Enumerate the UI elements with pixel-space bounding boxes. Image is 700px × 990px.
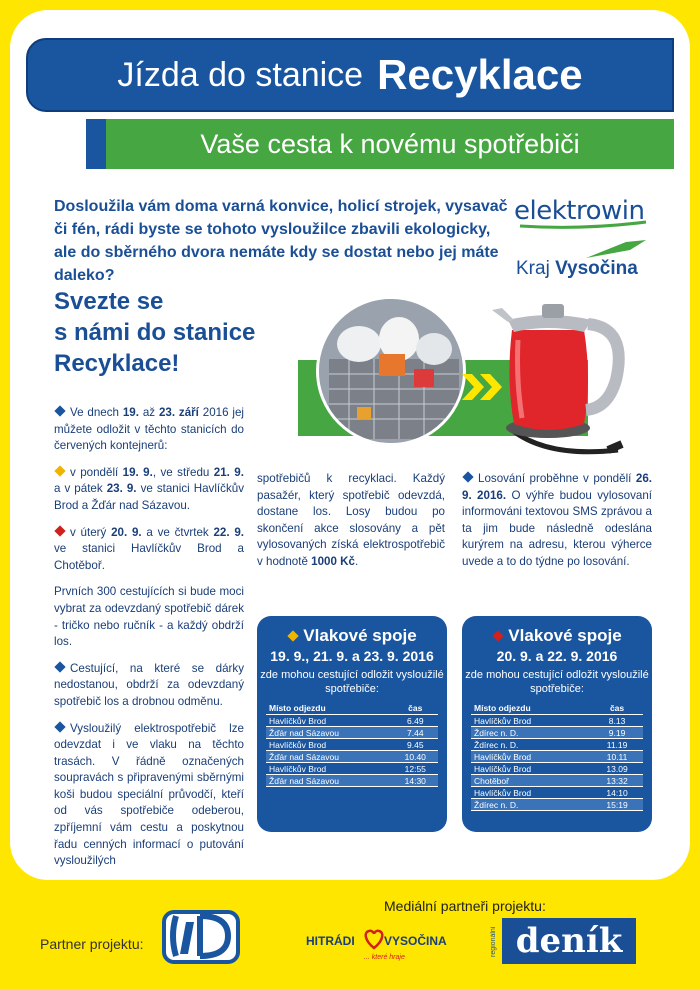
col-place: Místo odjezdu	[266, 702, 393, 715]
denik-side-text: regionální	[490, 926, 497, 958]
paragraph	[54, 405, 244, 455]
timetable-dates: 20. 9. a 22. 9. 2016	[496, 648, 618, 664]
denik-logo	[490, 916, 638, 968]
prize-value: 1000 Kč	[311, 554, 355, 568]
departure-place: Havlíčkův Brod	[471, 763, 591, 775]
table-row	[471, 775, 643, 787]
departure-place: Havlíčkův Brod	[471, 787, 591, 799]
date: 26. 9. 2016.	[462, 472, 652, 502]
headline-line: Recyklace!	[54, 350, 180, 377]
media-partners-label: Mediální partneři projektu:	[384, 898, 546, 914]
paragraph	[54, 721, 244, 870]
kraj-vysocina-logo	[516, 240, 646, 280]
kettle-illustration	[488, 280, 648, 460]
table-row	[471, 763, 643, 775]
departure-place: Žďár nad Sázavou	[266, 775, 393, 787]
text: 2016 jej můžete odložit v těchto stanicích do červených kontejnerů:	[54, 406, 244, 453]
text: ve stanici Havlíčkův Brod a Žďár nad Sázavou.	[54, 482, 244, 512]
diamond-bullet-icon	[54, 525, 65, 536]
hitradi-slogan: ... které hraje	[364, 954, 405, 961]
timetable-title-text: Vlakové spoje	[303, 626, 417, 645]
timetable-2	[462, 616, 652, 832]
text: O výhře budou vylosovaní informováni textovou SMS zprávou a ta jim bude následně odeslána kurýrem na adresu, kterou výherce uvede a to do týdne po losování.	[462, 488, 652, 568]
departure-place: Žďár nad Sázavou	[266, 751, 393, 763]
table-row	[266, 715, 438, 727]
swoosh-icon	[518, 220, 648, 230]
diamond-bullet-icon	[54, 721, 65, 732]
departure-place: Ždírec n. D.	[471, 799, 591, 811]
elektrowin-logo	[514, 190, 654, 232]
diamond-bullet-icon	[493, 630, 504, 641]
recycling-bin-photo	[316, 296, 466, 446]
paragraph	[462, 471, 652, 571]
table-row	[471, 715, 643, 727]
date: 19. 9.	[122, 465, 153, 479]
date: 22. 9.	[213, 525, 245, 539]
departure-place: Havlíčkův Brod	[266, 739, 393, 751]
departure-place: Žďár nad Sázavou	[266, 727, 393, 739]
departure-place: Ždírec n. D.	[471, 739, 591, 751]
text-column-1	[54, 405, 244, 880]
paragraph	[257, 471, 445, 571]
headline	[54, 286, 294, 379]
text: spotřebičů k recyklaci. Každý pasažér, který spotřebič odevzdá, dostane los. Losy budou po skončení akce slosovány a pět vylosovaných získá elektrospotřebič v hodnotě	[257, 472, 445, 568]
table-row	[471, 727, 643, 739]
kraj-arrows-icon	[586, 240, 646, 258]
text: a ve čtvrtek	[141, 525, 214, 539]
denik-text: deník	[502, 918, 636, 964]
text: Losování proběhne v pondělí	[478, 472, 636, 485]
paragraph	[54, 465, 244, 515]
cd-logo-icon	[162, 910, 240, 964]
diamond-bullet-icon	[54, 405, 65, 416]
departure-time: 13.09	[591, 763, 643, 775]
elektrowin-logo-text: elektrowin	[514, 196, 645, 226]
date: 23. září	[158, 406, 199, 419]
timetable-subtitle: zde mohou cestující odložit vysloužilé spotřebiče:	[260, 669, 444, 695]
kraj-name: Vysočina	[555, 258, 638, 279]
col-time: čas	[591, 702, 643, 715]
timetable-table	[471, 702, 643, 811]
headline-line: Svezte se	[54, 288, 164, 315]
departure-time: 9.19	[591, 727, 643, 739]
hitradi-text: HITRÁDI	[306, 934, 355, 948]
departure-time: 8.13	[591, 715, 643, 727]
diamond-bullet-icon	[54, 465, 65, 476]
departure-time: 10.11	[591, 751, 643, 763]
text: , ve středu	[152, 465, 214, 479]
departure-time: 15:19	[591, 799, 643, 811]
kraj-prefix: Kraj	[516, 258, 556, 279]
timetable-title	[257, 626, 447, 646]
text: .	[355, 554, 359, 568]
text: ve stanici Havlíčkův Brod a Chotěboř.	[54, 542, 244, 572]
timetable-1	[257, 616, 447, 832]
departure-place: Havlíčkův Brod	[266, 763, 393, 775]
date: 21. 9.	[213, 465, 244, 479]
diamond-bullet-icon	[288, 630, 299, 641]
departure-time: 14:30	[393, 775, 438, 787]
table-row	[266, 727, 438, 739]
date: 23. 9.	[106, 482, 137, 496]
departure-place: Havlíčkův Brod	[471, 751, 591, 763]
text: Cestující, na které se dárky nedostanou, obdrží za odevzdaný spotřebič los a drobnou odměnu.	[54, 661, 244, 708]
text-column-3	[462, 471, 652, 581]
col-place: Místo odjezdu	[471, 702, 591, 715]
table-row	[266, 763, 438, 775]
subtitle-bar	[106, 119, 674, 169]
timetable-title	[462, 626, 652, 646]
departure-time: 12:55	[393, 763, 438, 775]
departure-place: Havlíčkův Brod	[266, 715, 393, 727]
table-row	[266, 739, 438, 751]
partner-label: Partner projektu:	[40, 936, 144, 952]
vysocina-text: VYSOČINA	[384, 934, 447, 948]
subtitle-accent	[86, 119, 106, 169]
departure-time: 13:32	[591, 775, 643, 787]
departure-time: 9.45	[393, 739, 438, 751]
subtitle: Vaše cesta k novému spotřebiči	[200, 128, 580, 159]
timetable-subtitle: zde mohou cestující odložit vysloužilé spotřebiče:	[465, 669, 649, 695]
appliances-bin-illustration	[319, 299, 466, 446]
departure-time: 11.19	[591, 739, 643, 751]
hitradi-logo	[306, 924, 456, 974]
departure-place: Ždírec n. D.	[471, 727, 591, 739]
timetable-dates: 19. 9., 21. 9. a 23. 9. 2016	[270, 648, 434, 664]
text-column-2	[257, 471, 445, 581]
paragraph: Prvních 300 cestujících si bude moci vybrat za odevzdaný spotřebič dárek - tričko nebo ručník - a každý obdrží los.	[54, 585, 244, 649]
departure-place: Chotěboř	[471, 775, 591, 787]
table-row	[471, 799, 643, 811]
text: Ve dnech	[70, 406, 123, 419]
table-row	[471, 787, 643, 799]
col-time: čas	[393, 702, 438, 715]
timetable-title-text: Vlakové spoje	[508, 626, 622, 645]
table-row	[471, 751, 643, 763]
departure-place: Havlíčkův Brod	[471, 715, 591, 727]
table-row	[471, 739, 643, 751]
timetable-table	[266, 702, 438, 787]
departure-time: 6.49	[393, 715, 438, 727]
text: až	[138, 406, 159, 419]
departure-time: 7.44	[393, 727, 438, 739]
title-small: Jízda do stanice	[117, 55, 364, 94]
date: 20. 9.	[111, 525, 142, 539]
intro-text: Dosloužila vám doma varná konvice, holicí strojek, vysavač či fén, rádi byste se tohoto vysloužilce zbavili ekologicky, ale do sběrného dvora nemáte kdy se dostat nebo jej máte daleko?	[54, 198, 508, 284]
date: 19.	[122, 406, 139, 419]
title-big: Recyklace	[377, 51, 583, 98]
heart-icon	[364, 928, 384, 950]
headline-line: s námi do stanice	[54, 319, 256, 346]
table-row	[266, 775, 438, 787]
text: v úterý	[70, 525, 112, 539]
title-bar	[26, 38, 674, 112]
text: v pondělí	[70, 465, 123, 479]
paragraph	[54, 661, 244, 711]
kraj-logo-text	[516, 258, 638, 280]
paragraph	[54, 525, 244, 575]
diamond-bullet-icon	[462, 471, 473, 482]
departure-time: 14:10	[591, 787, 643, 799]
departure-time: 10.40	[393, 751, 438, 763]
text: Vysloužilý elektrospotřebič lze odevzdat i ve vlaku na těchto trasách. V řádně označených soupravách s připravenými sběrnými koši budou speciální průvodčí, kteří od vás spotřebiče odeberou, zpříjemní vám cestu a poskytnou řadu cenných informací o putování vysloužilých	[54, 721, 244, 868]
text: a v pátek	[54, 482, 107, 496]
table-row	[266, 751, 438, 763]
diamond-bullet-icon	[54, 661, 65, 672]
